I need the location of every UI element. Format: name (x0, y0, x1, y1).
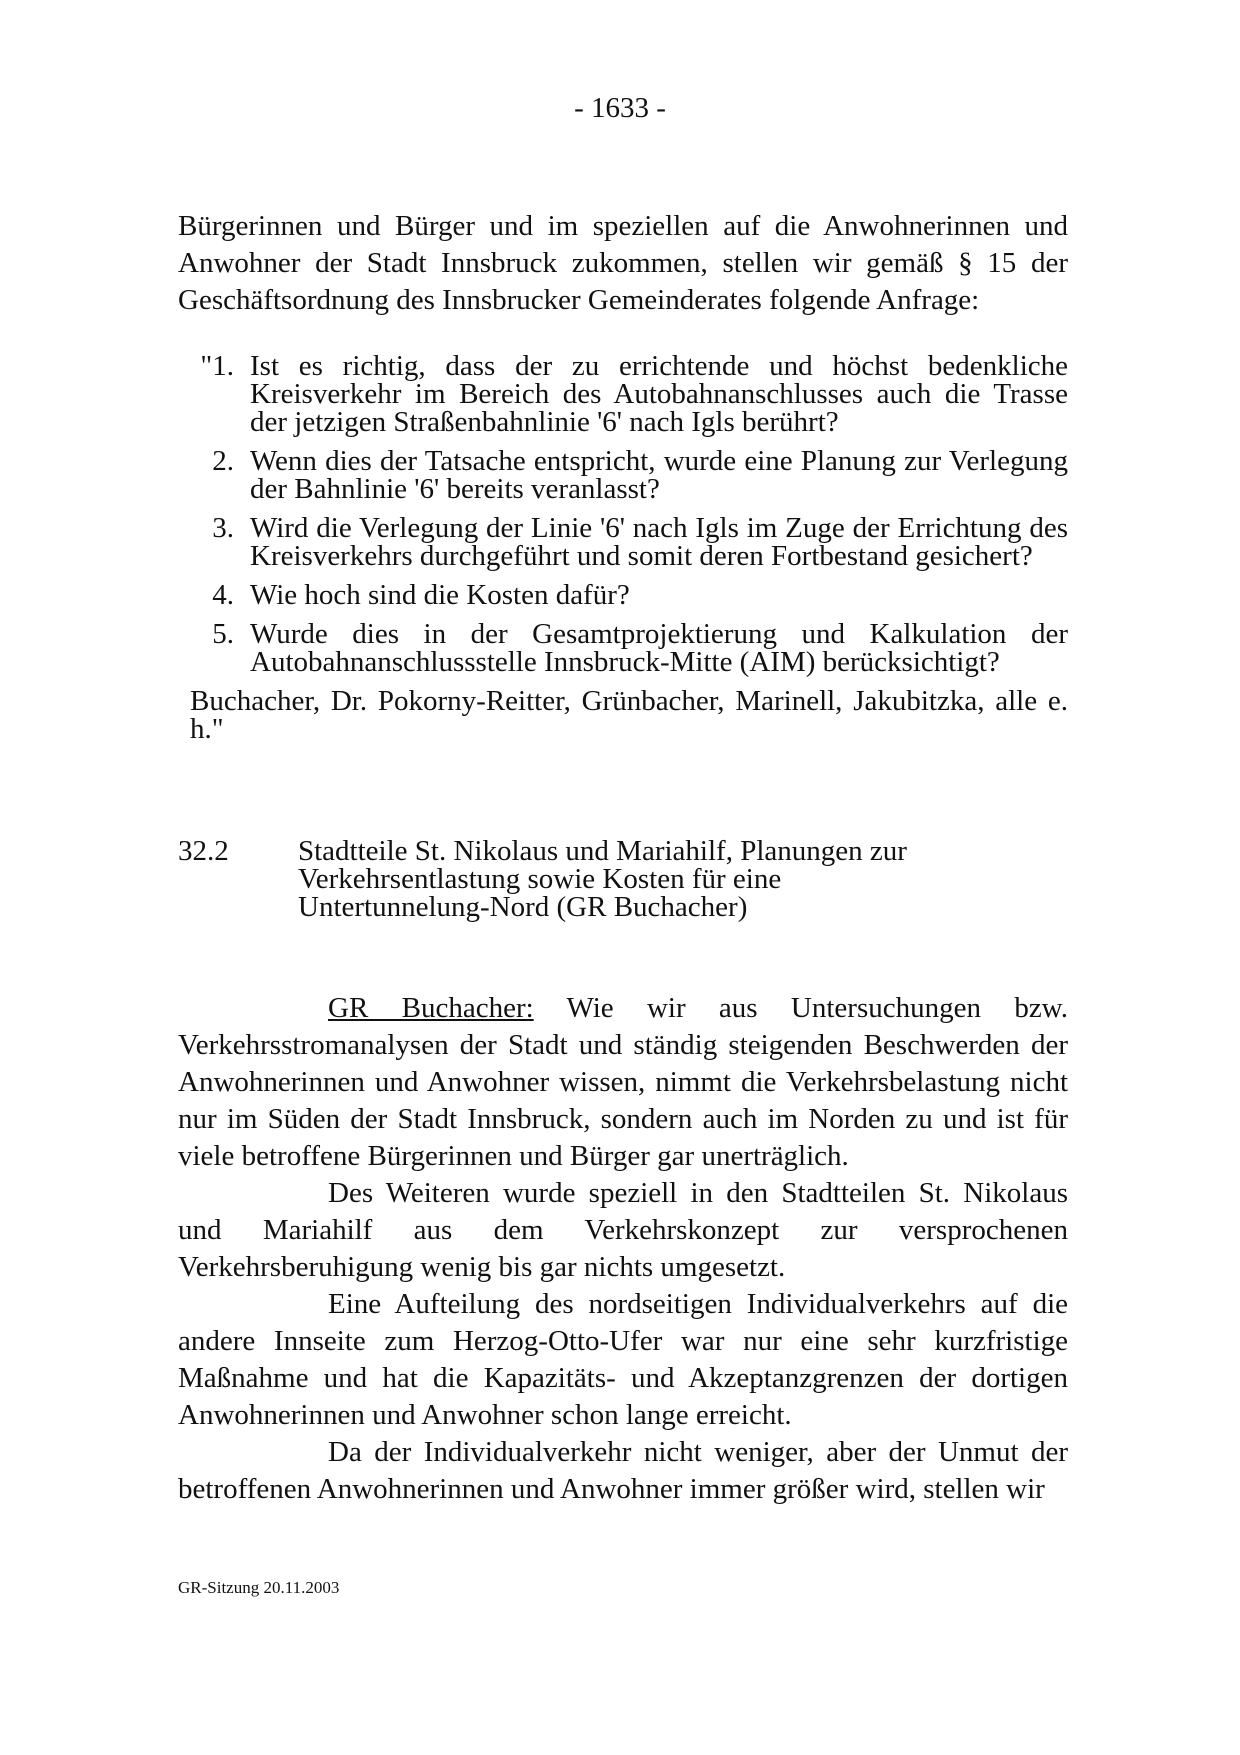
paragraph (178, 990, 1068, 1175)
paragraph: Da der Individualverkehr nicht weniger, aber der Unmut der betroffenen Anwohnerinnen und Anwohner immer größer wird, stellen wir (178, 1436, 1068, 1505)
section-number: 32.2 (178, 835, 229, 867)
question-item (178, 352, 1068, 436)
paragraph: Des Weiteren wurde speziell in den Stadtteilen St. Nikolaus und Mariahilf aus dem Verkehrskonzept zur versprochenen Verkehrsberuhigung wenig bis gar nichts umgesetzt. (178, 1177, 1068, 1283)
question-number: "1. (200, 350, 234, 382)
question-text: Wurde dies in der Gesamtprojektierung und Kalkulation der Autobahnanschlussstelle Innsbruck-Mitte (AIM) berücksichtigt? (250, 618, 1068, 678)
question-item (178, 447, 1068, 503)
question-item (178, 620, 1068, 676)
page-number: - 1633 - (574, 92, 666, 124)
speaker-name: GR Buchacher: (328, 992, 534, 1024)
question-list (178, 352, 1068, 743)
question-number: 4. (212, 579, 234, 611)
question-text: Ist es richtig, dass der zu errichtende und höchst bedenkliche Kreisverkehr im Bereich des Autobahnanschlusses auch die Trasse der jetzigen Straßenbahnlinie '6' nach Igls berührt? (250, 350, 1068, 438)
question-item (178, 514, 1068, 570)
question-text: Wenn dies der Tatsache entspricht, wurde eine Planung zur Verlegung der Bahnlinie '6' bereits veranlasst? (250, 445, 1068, 505)
question-text: Wie hoch sind die Kosten dafür? (250, 579, 630, 611)
paragraph: Eine Aufteilung des nordseitigen Individualverkehrs auf die andere Innseite zum Herzog-Otto-Ufer war nur eine sehr kurzfristige Maßnahme und hat die Kapazitäts- und Akzeptanzgrenzen der dortigen Anwohnerinnen und Anwohner schon lange erreicht. (178, 1288, 1068, 1431)
section-heading (178, 837, 1068, 921)
question-number: 5. (212, 618, 234, 650)
section-title: Stadtteile St. Nikolaus und Mariahilf, Planungen zur Verkehrsentlastung sowie Kosten für eine Untertunnelung-Nord (GR Buchacher) (298, 835, 907, 923)
question-number: 3. (212, 512, 234, 544)
body-text (178, 990, 1068, 1508)
question-item (178, 581, 1068, 609)
intro-paragraph: Bürgerinnen und Bürger und im speziellen auf die Anwohnerinnen und Anwohner der Stadt Innsbruck zukommen, stellen wir gemäß § 15 der Geschäftsordnung des Innsbrucker Gemeinderates folgende Anfrage: (178, 210, 1068, 316)
question-number: 2. (212, 445, 234, 477)
question-text: Wird die Verlegung der Linie '6' nach Igls im Zuge der Errichtung des Kreisverkehrs durchgeführt und somit deren Fortbestand gesichert? (250, 512, 1068, 572)
paragraph-text: Wie wir aus Untersuchungen bzw. Verkehrsstromanalysen der Stadt und ständig steigenden Beschwerden der Anwohnerinnen und Anwohner wissen, nimmt die Verkehrsbelastung nicht nur im Süden der Stadt Innsbruck, sondern auch im Norden zu und ist für viele betroffene Bürgerinnen und Bürger gar unerträglich. (178, 992, 1068, 1172)
footer-session-date: GR-Sitzung 20.11.2003 (178, 1578, 340, 1597)
signers: Buchacher, Dr. Pokorny-Reitter, Grünbacher, Marinell, Jakubitzka, alle e. h." (190, 685, 1068, 745)
